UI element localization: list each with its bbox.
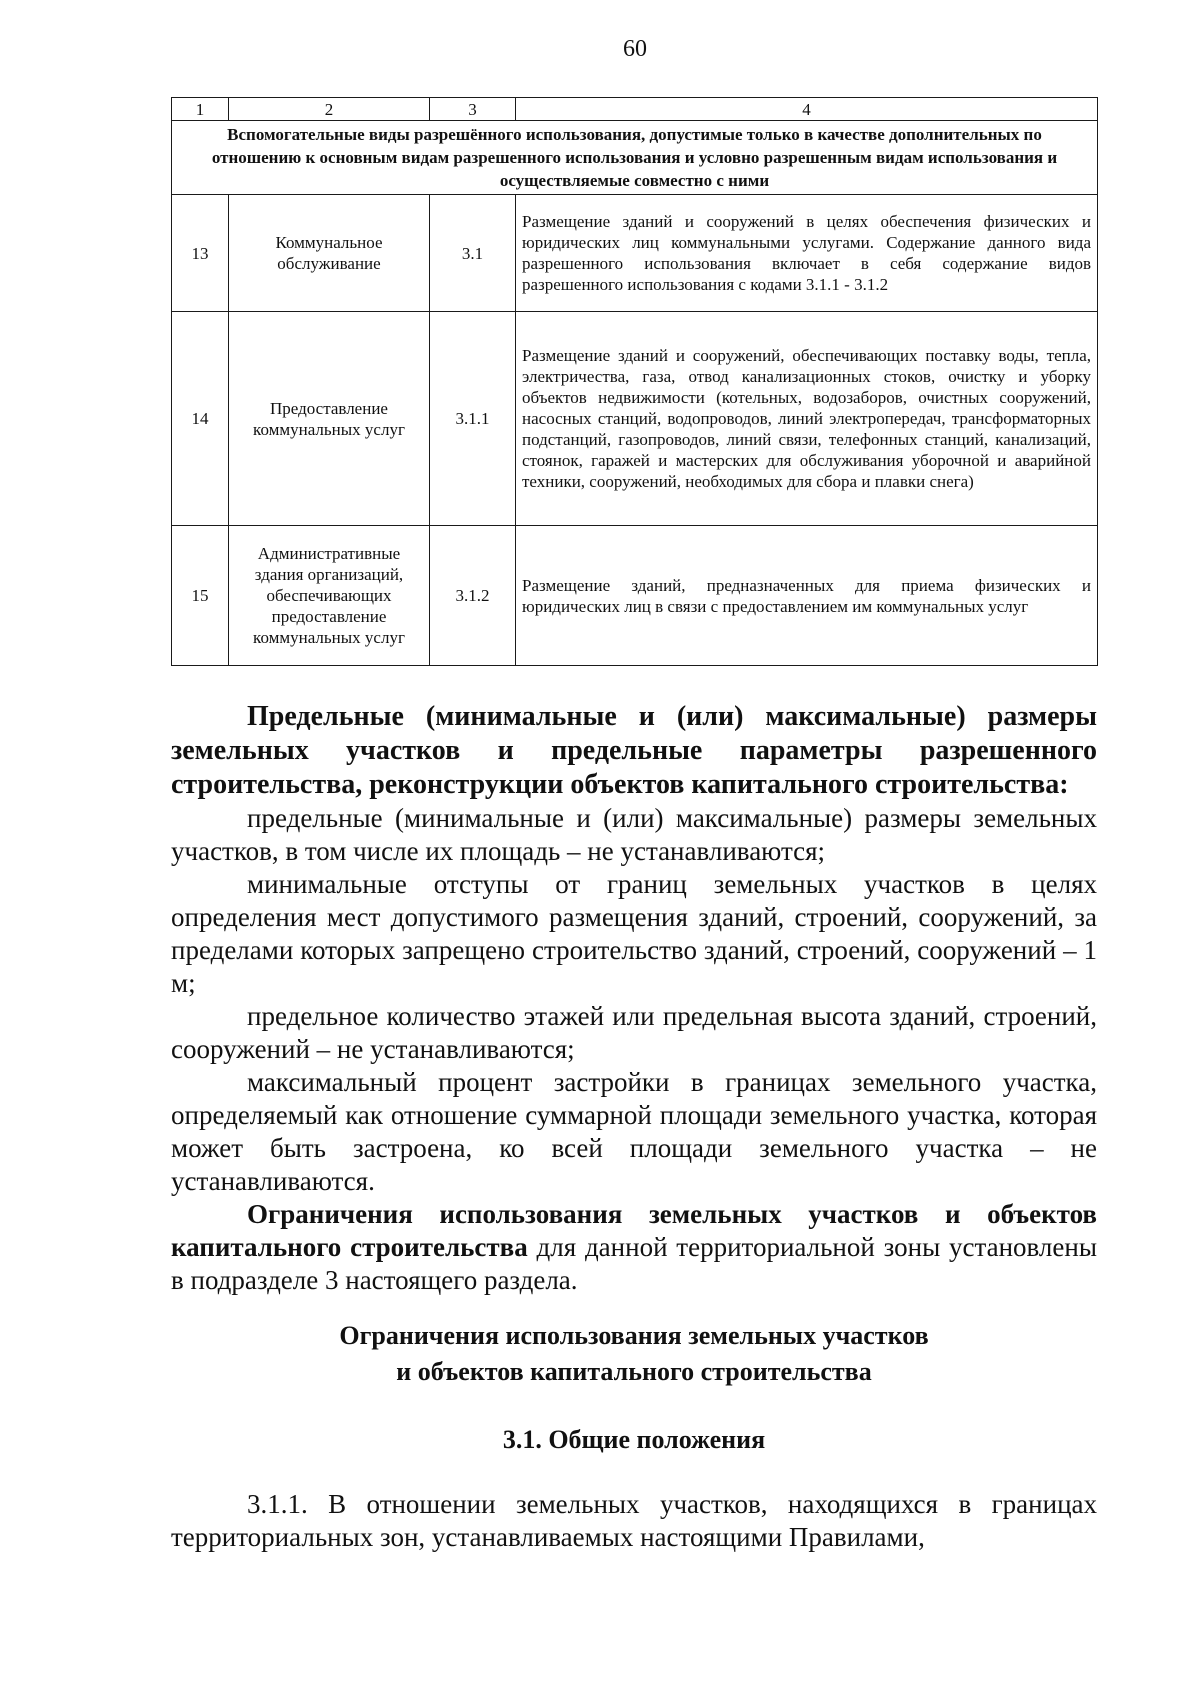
table-header-cell: 1 xyxy=(172,98,229,121)
page-number: 60 xyxy=(623,36,647,62)
row-code: 3.1.1 xyxy=(430,312,516,526)
table-header-cell: 4 xyxy=(516,98,1098,121)
row-number: 14 xyxy=(172,312,229,526)
general-provisions xyxy=(171,1488,1097,1554)
section-title-line: Ограничения использования земельных участков xyxy=(339,1321,929,1350)
subsection-title: 3.1. Общие положения xyxy=(502,1425,766,1454)
table-header-cell: 3 xyxy=(430,98,516,121)
limits-section xyxy=(171,700,1097,1297)
restrictions-ref-text: для данной территориальной зоны установлены в подразделе 3 настоящего раздела. xyxy=(171,1232,1097,1295)
row-use-name: Предоставление коммунальных услуг xyxy=(229,312,430,526)
table-header-cell: 2 xyxy=(229,98,430,121)
section-title-line: и объектов капитального строительства xyxy=(396,1357,872,1386)
row-number: 13 xyxy=(172,195,229,312)
table-row xyxy=(172,312,1098,526)
table-section-row xyxy=(172,121,1098,195)
restrictions-ref-bold: Ограничения использования земельных участков и объектов капитального строительства xyxy=(171,1199,1097,1262)
paragraph-restrictions-ref xyxy=(171,1198,1097,1297)
paragraph-3-1-1: 3.1.1. В отношении земельных участков, находящихся в границах территориальных зон, устанавливаемых настоящими Правилами, xyxy=(171,1489,1097,1552)
table-header-row xyxy=(172,98,1098,121)
table-section-title: Вспомогательные виды разрешённого использования, допустимые только в качестве дополнительных по отношению к основным видам разрешенного использования и условно разрешенным видам использования и осуществляемые совместно с ними xyxy=(172,121,1098,195)
table-row xyxy=(172,195,1098,312)
paragraph-coverage: максимальный процент застройки в границах земельного участка, определяемый как отношение суммарной площади земельного участка, которая может быть застроена, ко всей площади земельного участка – не устанавливаются. xyxy=(171,1067,1097,1196)
row-code: 3.1 xyxy=(430,195,516,312)
row-description: Размещение зданий и сооружений, обеспечивающих поставку воды, тепла, электричества, газа, отвод канализационных стоков, очистку и уборку объектов недвижимости (котельных, водозаборов, очистных сооружений, насосных станций, водопроводов, линий электропередач, трансформаторных подстанций, газопроводов, линий связи, телефонных станций, канализаций, стоянок, гаражей и мастерских для обслуживания уборочной и аварийной техники, сооружений, необходимых для сбора и плавки снега) xyxy=(516,312,1098,526)
limits-heading: Предельные (минимальные и (или) максимальные) размеры земельных участков и предельные параметры разрешенного строительства, реконструкции объектов капитального строительства: xyxy=(171,701,1097,800)
paragraph-plot-sizes: предельные (минимальные и (или) максимальные) размеры земельных участков, в том числе их площадь – не устанавливаются; xyxy=(171,803,1097,866)
table-row xyxy=(172,526,1098,666)
paragraph-setbacks: минимальные отступы от границ земельных участков в целях определения мест допустимого размещения зданий, строений, сооружений, за пределами которых запрещено строительство зданий, строений, сооружений – 1 м; xyxy=(171,869,1097,998)
row-description: Размещение зданий и сооружений в целях обеспечения физических и юридических лиц коммунальными услугами. Содержание данного вида разрешенного использования включает в себя содержание видов разрешенного использования с кодами 3.1.1 - 3.1.2 xyxy=(516,195,1098,312)
row-description: Размещение зданий, предназначенных для приема физических и юридических лиц в связи с предоставлением им коммунальных услуг xyxy=(516,526,1098,666)
row-use-name: Административные здания организаций, обеспечивающих предоставление коммунальных услуг xyxy=(229,526,430,666)
land-use-table xyxy=(171,97,1098,666)
row-number: 15 xyxy=(172,526,229,666)
section-title xyxy=(171,1318,1097,1390)
paragraph-floors: предельное количество этажей или предельная высота зданий, строений, сооружений – не устанавливаются; xyxy=(171,1001,1097,1064)
row-code: 3.1.2 xyxy=(430,526,516,666)
row-use-name: Коммунальное обслуживание xyxy=(229,195,430,312)
